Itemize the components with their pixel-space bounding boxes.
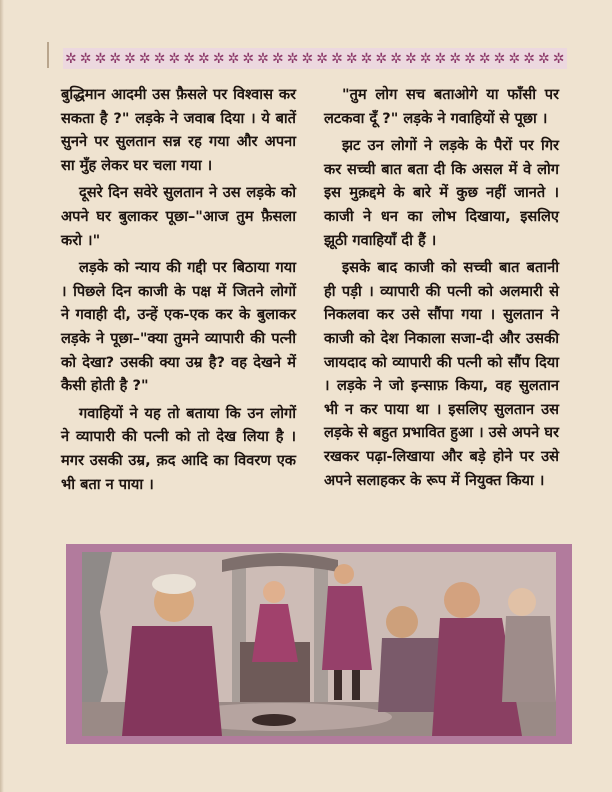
paragraph: झट उन लोगों ने लड़के के पैरों पर गिर कर सच्ची बात बता दी कि असल में वे लोग इस मुक़द्दमे के बारे में कुछ नहीं जानते । काजी ने धन का लोभ दिखाया, इसलिए झूठी गवाहियाँ दी हैं । bbox=[324, 137, 559, 249]
paragraph: लड़के को न्याय की गद्दी पर बिठाया गया । पिछले दिन काजी के पक्ष में जितने लोगों ने गवाही दी, उन्हें एक-एक कर के बुलाकर लड़के ने पूछा–"क्या तुमने व्यापारी की पत्नी को देखा? उसकी क्या उम्र है? वह देखने में कैसी होती है ?" bbox=[61, 259, 296, 395]
court-scene-illustration-icon bbox=[82, 552, 556, 736]
border-star-icon: ✲ bbox=[79, 50, 92, 67]
border-star-icon: ✲ bbox=[227, 50, 240, 67]
border-star-icon: ✲ bbox=[331, 50, 343, 67]
gutter-mark bbox=[47, 42, 49, 68]
page-edge bbox=[0, 0, 4, 792]
border-star-icon: ✲ bbox=[493, 50, 506, 67]
paragraph: इसके बाद काजी को सच्ची बात बतानी ही पड़ी । व्यापारी की पत्नी को अलमारी से निकलवा कर उसे सौंपा गया । सुलतान ने काजी को देश निकाला सजा-दी और उसकी जायदाद को व्यापारी की पत्नी को सौंप दिया । लड़के ने जो इन्साफ़ किया, वह सुलतान भी न कर पाया था । इसलिए सुलतान उस लड़के से बहुत प्रभावित हुआ । उसे अपने घर रखकर पढ़ा-लिखाया और बड़े होने पर उसे अपने सलाहकर के रूप में नियुक्त किया । bbox=[324, 259, 559, 489]
border-star-icon: ✲ bbox=[552, 50, 565, 67]
left-text-column bbox=[61, 83, 296, 500]
border-star-icon: ✲ bbox=[345, 50, 358, 67]
paragraph: "तुम लोग सच बताओगे या फाँसी पर लटकवा दूँ ?" लड़के ने गवाहियों से पूछा । bbox=[324, 86, 559, 127]
border-star-icon: ✲ bbox=[316, 50, 329, 67]
border-star-icon: ✲ bbox=[168, 50, 181, 67]
border-star-icon: ✲ bbox=[419, 50, 432, 67]
border-star-icon: ✲ bbox=[286, 50, 299, 67]
border-star-icon: ✲ bbox=[390, 50, 402, 67]
right-text-column bbox=[324, 83, 559, 496]
paragraph: गवाहियों ने यह तो बताया कि उन लोगों ने व्यापारी की पत्नी को तो देख लिया है । मगर उसकी उम्र, क़द आदि का विवरण एक भी बता न पाया । bbox=[61, 404, 296, 493]
border-star-icon: ✲ bbox=[257, 50, 269, 67]
border-star-icon: ✲ bbox=[434, 50, 447, 67]
border-star-icon: ✲ bbox=[375, 50, 388, 67]
border-star-icon: ✲ bbox=[301, 50, 314, 67]
paragraph: बुद्धिमान आदमी उस फ़ैसले पर विश्वास कर सकता है ?" लड़के ने जवाब दिया । ये बातें सुनने पर सुलतान सन्न रह गया और अपना सा मुँह लेकर घर चला गया । bbox=[61, 86, 296, 174]
border-star-icon: ✲ bbox=[242, 50, 255, 67]
border-star-icon: ✲ bbox=[65, 50, 77, 67]
court-scene-illustration bbox=[66, 544, 572, 744]
border-star-icon: ✲ bbox=[138, 50, 151, 67]
border-star-icon: ✲ bbox=[94, 50, 107, 67]
border-star-icon: ✲ bbox=[109, 50, 122, 67]
border-star-icon: ✲ bbox=[124, 50, 136, 67]
decorative-border bbox=[63, 48, 567, 69]
border-star-icon: ✲ bbox=[198, 50, 210, 67]
border-star-icon: ✲ bbox=[523, 50, 535, 67]
border-star-icon: ✲ bbox=[449, 50, 462, 67]
border-star-icon: ✲ bbox=[478, 50, 491, 67]
paragraph: दूसरे दिन सवेरे सुलतान ने उस लड़के को अपने घर बुलाकर पूछा–"आज तुम फ़ैसला करो ।" bbox=[61, 184, 296, 249]
border-star-icon: ✲ bbox=[212, 50, 225, 67]
border-star-icon: ✲ bbox=[360, 50, 373, 67]
border-star-icon: ✲ bbox=[508, 50, 521, 67]
border-star-icon: ✲ bbox=[538, 50, 550, 67]
border-star-icon: ✲ bbox=[183, 50, 195, 67]
border-star-icon: ✲ bbox=[464, 50, 476, 67]
border-star-icon: ✲ bbox=[404, 50, 417, 67]
border-star-icon: ✲ bbox=[271, 50, 284, 67]
border-star-icon: ✲ bbox=[153, 50, 166, 67]
